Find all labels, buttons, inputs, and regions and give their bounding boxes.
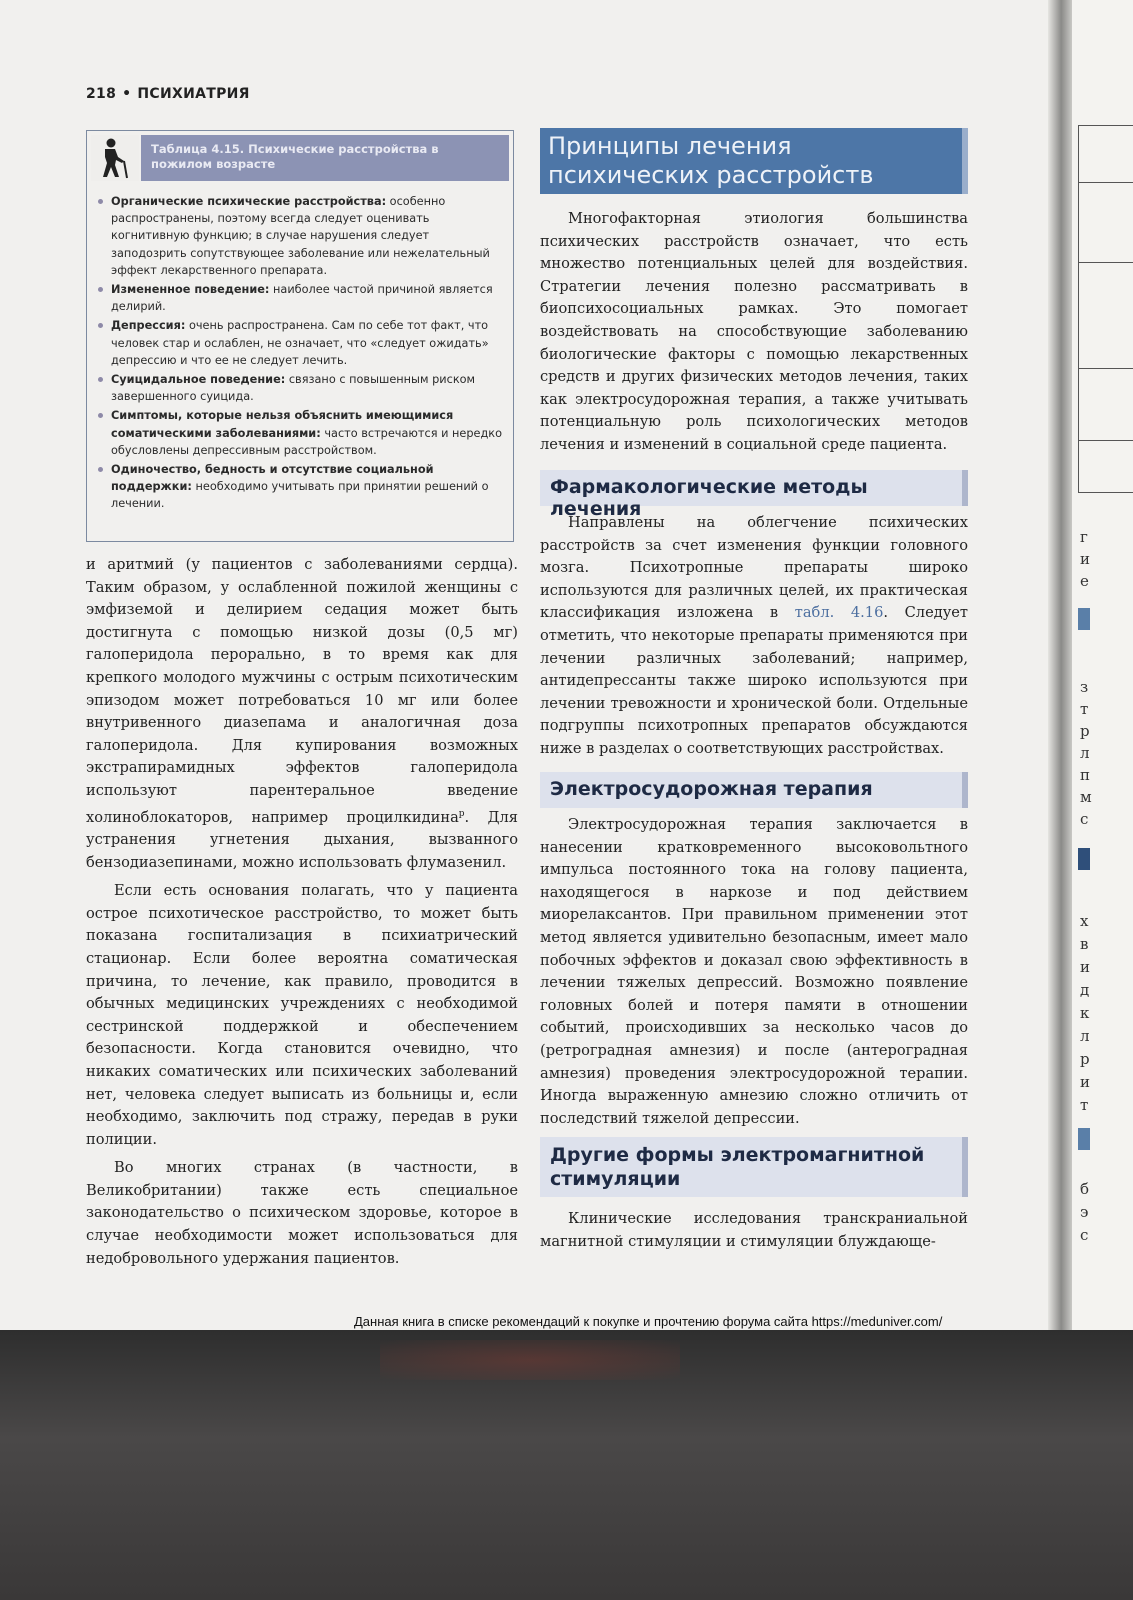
paragraph: Клинические исследования транскраниальной магнитной стимуляции и стимуляции блуждающе- (540, 1210, 968, 1250)
book-gutter (1048, 0, 1072, 1330)
heading-bar-fragment (1078, 848, 1090, 870)
paragraph: Если есть основания полагать, что у пациента острое психотическое расстройство, то может быть показана госпитализация в психиатрический стационар. Если более вероятна соматическая причина, то лечение, как правило, проводится в обычных медицинских учреждениях с необходимой сестринской поддержкой и обеспечением безопасности. Когда становится очевидно, что никаких соматических или психических заболеваний нет, человека следует выписать из больницы и, если необходимо, заключить под стражу, передав в руки полиции. (86, 882, 518, 1148)
page-fragment-letter: и (1080, 1073, 1090, 1091)
page-fragment-letter: з (1080, 678, 1089, 696)
table-rule (1078, 440, 1133, 441)
paragraph-text: и аритмий (у пациентов с заболеваниями сердца). Таким образом, у ослабленной пожилой женщины с эмфиземой и делирием седация может быть достигнута с помощью низкой дозы (0,5 мг) галоперидола перорально, в то время как для крепкого молодого мужчины с острым психотическим эпизодом может потребоваться 10 мг или более внутривенного диазепама и аналогичная доза галоперидола. Для купирования возможных экстрапирамидных эффектов галоперидола используют парентеральное введение холиноблокаторов, например процилкидина (86, 556, 518, 826)
section-title: ПСИХИАТРИЯ (137, 86, 250, 102)
table-rule (1078, 125, 1133, 126)
table-box-header (87, 131, 513, 185)
list-item-text: наиболее частой причиной является делирий. (111, 283, 493, 314)
section-heading-other-stimulation: Другие формы электромагнитной стимуляции (540, 1137, 968, 1197)
list-item-text: связано с повышенным риском завершенного суицида. (111, 373, 476, 404)
section-heading-pharmacology: Фармакологические методы лечения (540, 470, 968, 506)
list-item-term: Органические психические расстройства: (111, 195, 387, 208)
page-fragment-letter: х (1080, 912, 1089, 930)
page-fragment-letter: и (1080, 550, 1090, 568)
table-border-line (1078, 125, 1079, 493)
list-item-term: Одиночество, бедность и отсутствие социальной поддержки: (111, 463, 434, 494)
page-fragment-letter: с (1080, 810, 1089, 828)
list-item-term: Симптомы, которые нельзя объяснить имеющимися соматическими заболеваниями: (111, 409, 454, 440)
elderly-person-with-cane-icon (91, 135, 139, 181)
other-stimulation-paragraph-block (540, 1208, 968, 1253)
page-fragment-letter: г (1080, 528, 1088, 546)
paragraph-text: . Для устранения угнетения дыхания, вызванного бензодиазепинами, можно использовать флумазенил. (86, 808, 519, 871)
page-fragment-letter: к (1080, 1004, 1090, 1022)
main-heading: Принципы лечения психических расстройств (540, 128, 968, 194)
list-item (95, 193, 505, 279)
page-fragment-letter: т (1080, 1096, 1089, 1114)
list-item (95, 461, 505, 513)
page-fragment-letter: м (1080, 788, 1092, 806)
list-item (95, 281, 505, 315)
page-number: 218 (86, 86, 117, 102)
heading-bar-fragment (1078, 1128, 1090, 1150)
table-rule (1078, 492, 1133, 493)
footnote-marker: р (458, 808, 465, 819)
scan-smudge (380, 1340, 680, 1380)
page-fragment-letter: с (1080, 1226, 1089, 1244)
list-item-term: Измененное поведение: (111, 283, 270, 297)
page-fragment-letter: л (1080, 744, 1090, 762)
list-item-text: очень распространена. Сам по себе тот факт, что человек стар и ослаблен, не означает, что «следует ожидать» депрессию и что ее не следует лечить. (111, 319, 489, 367)
paragraph: Многофакторная этиология большинства психических расстройств означает, что есть множество потенциальных целей для воздействия. Стратегии лечения полезно рассматривать в биопсихосоциальных рамках. Это помогает воздействовать на способствующие заболеванию биологические факторы с помощью лекарственных средств и других физических методов лечения, таких как электросудорожная терапия, а также учитывать потенциальную роль психологических методов лечения и изменений в социальной среде пациента. (540, 210, 968, 453)
page-fragment-letter: п (1080, 766, 1090, 784)
next-page-edge (1072, 0, 1133, 1330)
list-item-text: часто встречаются и нередко обусловлены депрессивным расстройством. (111, 426, 503, 457)
page-fragment-letter: б (1080, 1180, 1090, 1198)
paragraph (540, 512, 968, 761)
list-item (95, 317, 505, 369)
page-fragment-letter: т (1080, 700, 1089, 718)
page-fragment-letter: в (1080, 935, 1089, 953)
list-item-term: Депрессия: (111, 319, 186, 333)
table-box (86, 130, 514, 542)
paragraph: Электросудорожная терапия заключается в нанесении кратковременного высоковольтного импульса постоянного тока на голову пациента, находящегося в наркозе и под действием миорелаксантов. При правильном применении этот метод является удивительно безопасным, имеет мало побочных эффектов и доказал свою эффективность в лечении тяжелых депрессий. Возможно появление головных болей и потеря памяти в отношении событий, происходивших за несколько часов до (ретроградная амнезия) и после (антероградная амнезия) проведения электросудорожной терапии. Иногда выраженную амнезию сложно отличить от последствий тяжелой депрессии. (540, 816, 968, 1127)
page-fragment-letter: р (1080, 722, 1090, 740)
heading-bar-fragment (1078, 608, 1090, 630)
list-item (95, 407, 505, 459)
page-fragment-letter: д (1080, 981, 1090, 999)
bullet-separator: • (122, 86, 132, 102)
running-head (86, 86, 250, 102)
list-item-text: особенно распространены, поэтому всегда следует оценивать когнитивную функцию; в случае нарушения следует заподозрить сопутствующее заболевание или нежелательный эффект лекарственного препарата. (111, 195, 490, 277)
table-rule (1078, 368, 1133, 369)
scan-background (0, 1330, 1133, 1600)
page-fragment-letter: л (1080, 1027, 1090, 1045)
list-item-term: Суицидальное поведение: (111, 373, 286, 387)
paragraph (86, 554, 518, 874)
intro-paragraph-block (540, 208, 968, 457)
table-title: Таблица 4.15. Психические расстройства в пожилом возрасте (141, 135, 509, 181)
page-fragment-letter: р (1080, 1050, 1090, 1068)
page-fragment-letter: э (1080, 1203, 1089, 1221)
footer-note: Данная книга в списке рекомендаций к покупке и прочтению форума сайта https://meduniver.com/ (354, 1314, 943, 1329)
page-fragment-letter: и (1080, 958, 1090, 976)
table-item-list (95, 193, 505, 515)
paragraph-text: . Следует отметить, что некоторые препараты применяются при лечении различных заболеваний; например, антидепрессанты также широко используются при лечении тревожности и хронической боли. Отдельные подгруппы психотропных препаратов обсуждаются ниже в разделах о соответствующих расстройствах. (540, 604, 968, 757)
list-item-text: необходимо учитывать при принятии решений о лечении. (111, 480, 489, 511)
ect-paragraph-block (540, 814, 968, 1130)
table-rule (1078, 182, 1133, 183)
table-reference-link[interactable]: табл. 4.16 (794, 604, 884, 622)
list-item (95, 371, 505, 405)
pharmacology-paragraph-block (540, 512, 968, 761)
section-heading-ect: Электросудорожная терапия (540, 772, 968, 808)
paragraph-text: Направлены на облегчение психических расстройств за счет изменения функции головного мозга. Психотропные препараты широко используются для различных целей, их практическая классификация изложена в (540, 514, 968, 622)
paragraph: Во многих странах (в частности, в Великобритании) также есть специальное законодательство о психическом здоровье, которое в случае необходимости может использоваться для недобровольного удержания пациентов. (86, 1159, 518, 1267)
table-rule (1078, 262, 1133, 263)
left-column (86, 554, 518, 1270)
page-fragment-letter: е (1080, 572, 1089, 590)
